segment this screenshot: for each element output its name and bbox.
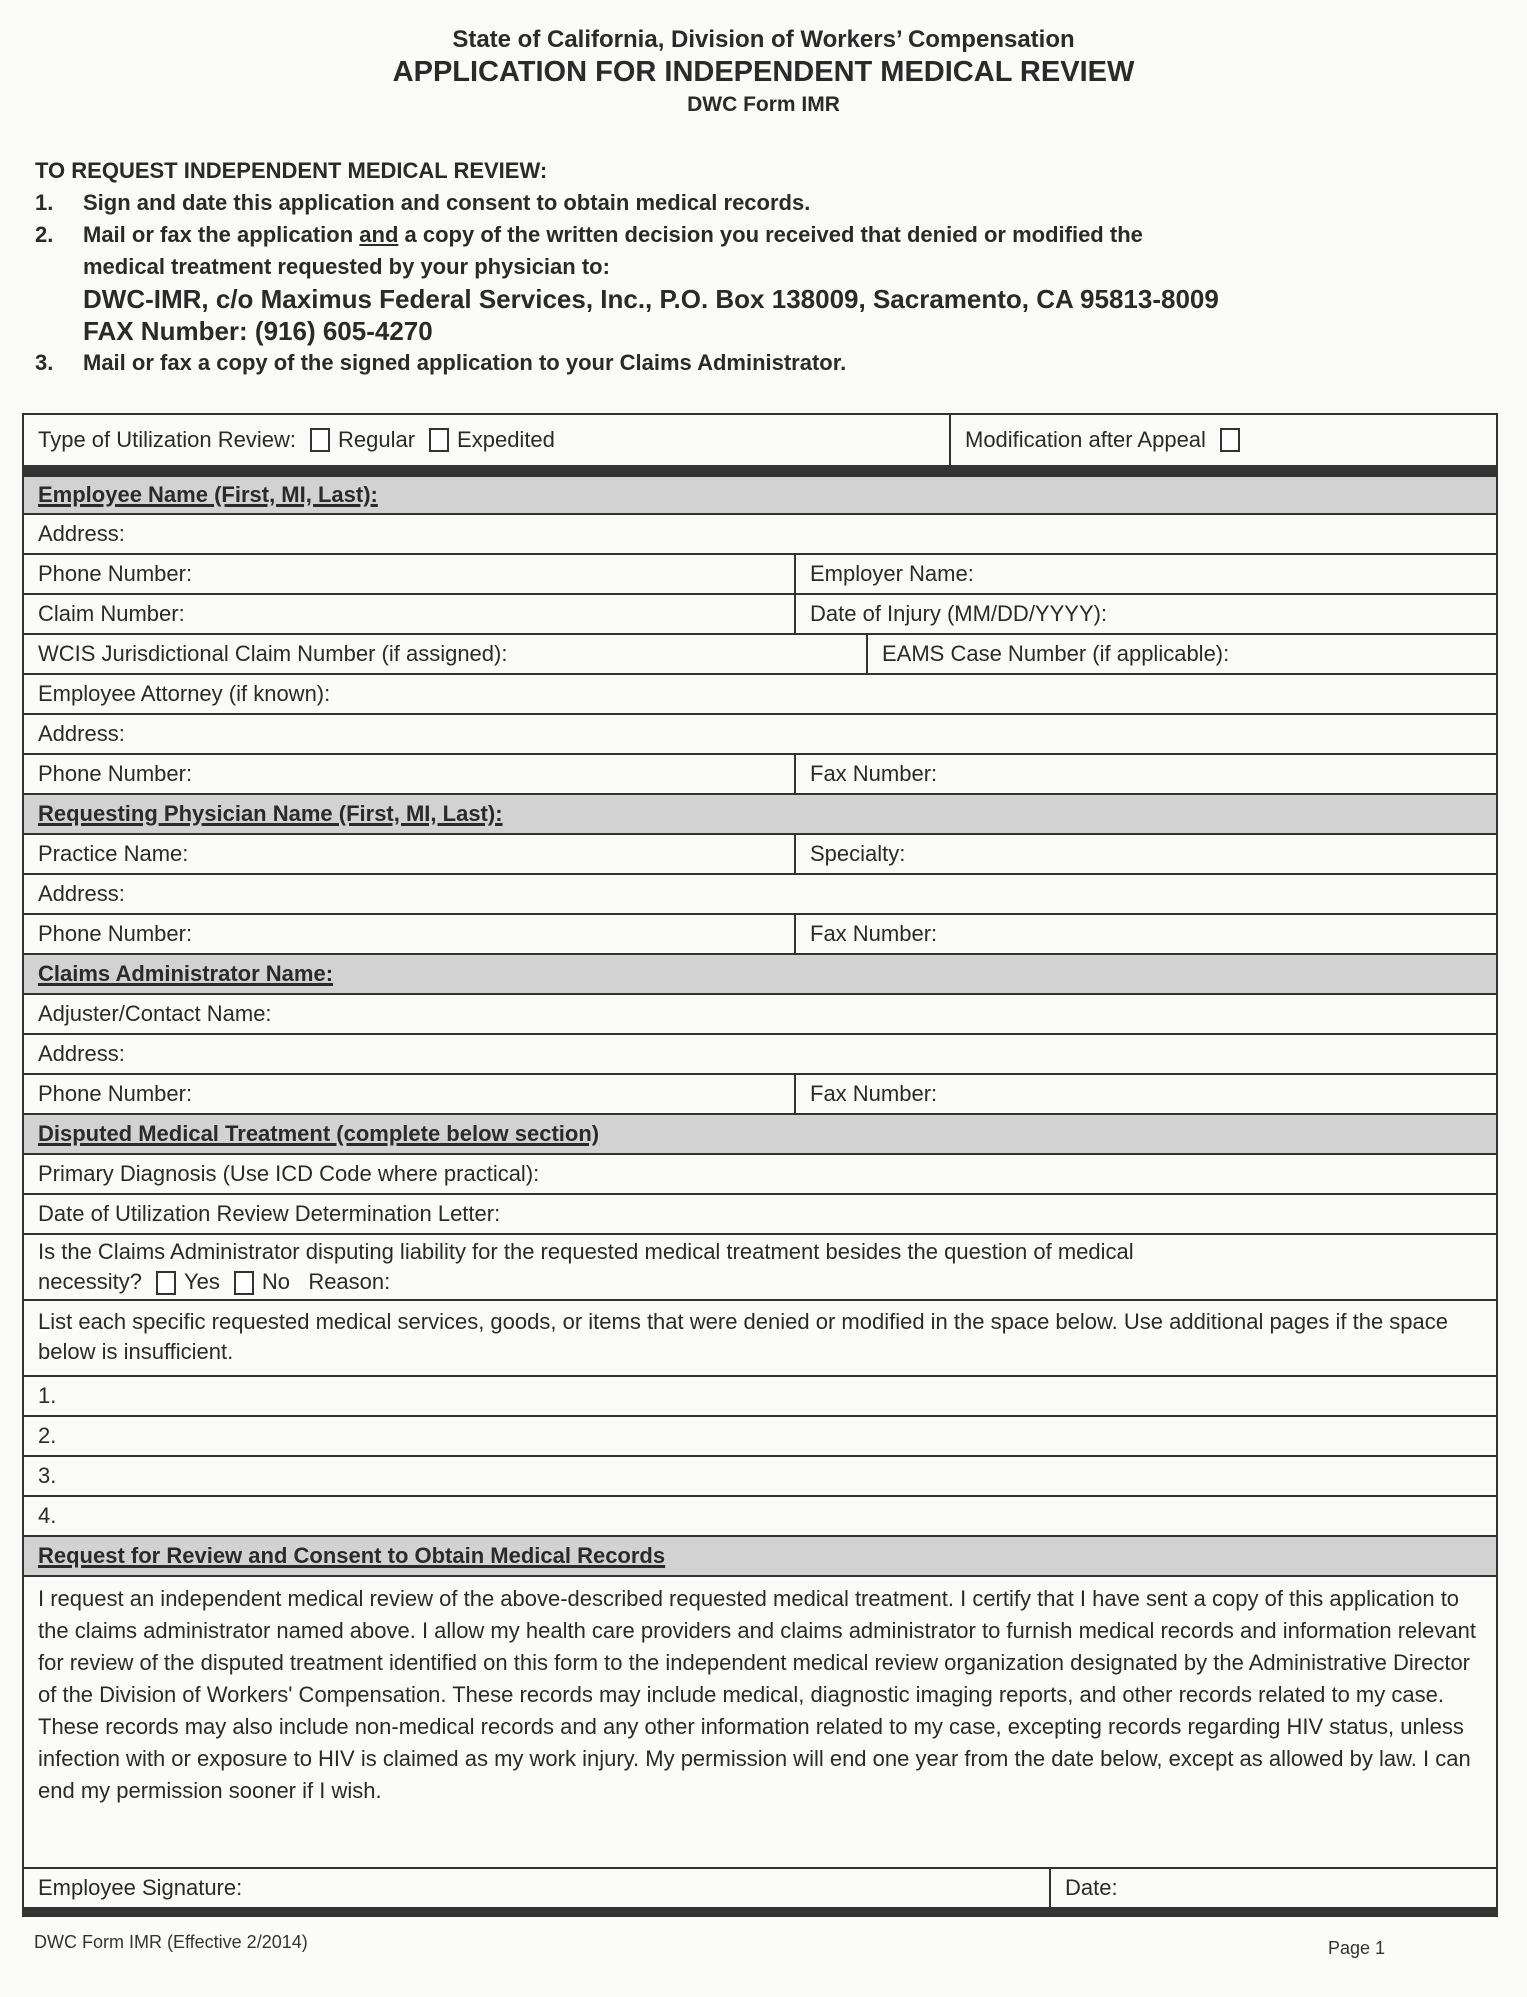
step-2: 2. Mail or fax the application and a copy of the written decision you received that denied or modified the [35,222,1143,247]
step-3: 3. Mail or fax a copy of the signed application to your Claims Administrator. [35,350,847,375]
page-number: Page 1 [1328,1938,1386,1958]
liability-no-checkbox[interactable] [234,1271,254,1295]
employer-name-field[interactable]: Employer Name: [794,555,1496,593]
attorney-phone-field[interactable]: Phone Number: [38,761,193,786]
signature-date-field[interactable]: Date: [1049,1869,1496,1907]
instructions-heading: TO REQUEST INDEPENDENT MEDICAL REVIEW: [35,158,548,183]
reason-field[interactable]: Reason: [308,1269,391,1294]
treatment-item-3[interactable]: 3. [38,1463,57,1488]
consent-section-heading: Request for Review and Consent to Obtain Medical Records [38,1543,666,1568]
treatment-item-4[interactable]: 4. [38,1503,57,1528]
claims-admin-fax-field[interactable]: Fax Number: [794,1075,1496,1113]
modification-checkbox[interactable] [1220,428,1240,452]
expedited-checkbox[interactable] [429,428,449,452]
diagnosis-field[interactable]: Primary Diagnosis (Use ICD Code where practical): [38,1161,540,1186]
list-instructions: List each specific requested medical services, goods, or items that were denied or modified in the space below. Use additional pages if the space below is insufficient. [38,1309,1449,1364]
employee-phone-field[interactable]: Phone Number: [38,561,193,586]
imr-form: Type of Utilization Review: Regular Expedited Modification after Appeal Employee Name (First, MI, Last): Address: Phone Number: Employer Name: Claim Number: Date of Injury (MM/DD/YYYY): WCIS Jurisdictional Claim Number (if assigned): EAMS Case Number (if applicable): Employee Attorney (if known): Address: Phone Number: Fax Number: Requesting Physician Name (First, MI, Last): Practice Name: Specialty: Address: Phone Number: Fax Number: Claims Administrator Name: Adjuster/Contact Name: Address: Phone Number: Fax Number: Disputed Medical Treatment (complete below section) Primary Diagnosis (Use ICD Code where practical): Date of Utilization Review Determination Letter: Is the Claims Administrator disputing liability for the requested medical treatment besides the question of medical necessity? Yes No Reason: List each specific requested medical services, goods, or items that were denied or modified in the space below. Use additional pages if the space below is insufficient. 1. 2. 3. 4. Request for Review and Consent to Obtain Medical Records I request an independent medical review of the above-described requested medical treatment. I certify that I have sent a copy of this application to the claims administrator named above. I allow my health care providers and claims administrator to furnish medical records and information relevant for review of the disputed treatment identified on this form to the independent medical review organization designated by the Administrative Director of the Division of Workers' Compensation. These records may include medical, diagnostic imaging reports, and other records related to my case. These records may also include non-medical records and any other information related to my case, excepting records regarding HIV status, unless infection with or exposure to HIV is claimed as my work injury. My permission will end one year from the date below, except as allowed by law. I can end my permission sooner if I wish. Employee Signature: Date: [22,413,1498,1917]
step-1: 1. Sign and date this application and consent to obtain medical records. [35,190,811,215]
form-name: DWC Form IMR [687,93,840,116]
mailing-address: DWC-IMR, c/o Maximus Federal Services, Inc., P.O. Box 138009, Sacramento, CA 95813-8009 [83,284,1219,314]
form-title: APPLICATION FOR INDEPENDENT MEDICAL REVIEW [392,56,1135,88]
claim-number-field[interactable]: Claim Number: [38,601,185,626]
agency-name: State of California, Division of Workers’ Compensation [452,26,1075,53]
attorney-address-field[interactable]: Address: [38,721,125,746]
physician-phone-field[interactable]: Phone Number: [38,921,193,946]
specialty-field[interactable]: Specialty: [794,835,1496,873]
regular-checkbox[interactable] [310,428,330,452]
physician-name-field[interactable]: Requesting Physician Name (First, MI, Last): [38,801,503,826]
wcis-number-field[interactable]: WCIS Jurisdictional Claim Number (if assigned): [38,641,508,666]
treatment-item-2[interactable]: 2. [38,1423,57,1448]
attorney-fax-field[interactable]: Fax Number: [794,755,1496,793]
treatment-item-1[interactable]: 1. [38,1383,57,1408]
claims-admin-address-field[interactable]: Address: [38,1041,125,1066]
employee-address-field[interactable]: Address: [38,521,125,546]
practice-name-field[interactable]: Practice Name: [38,841,189,866]
date-of-injury-field[interactable]: Date of Injury (MM/DD/YYYY): [794,595,1496,633]
claims-admin-phone-field[interactable]: Phone Number: [38,1081,193,1106]
attorney-field[interactable]: Employee Attorney (if known): [38,681,331,706]
employee-signature-field[interactable]: Employee Signature: [38,1875,243,1900]
eams-number-field[interactable]: EAMS Case Number (if applicable): [866,635,1496,673]
disputed-section-heading: Disputed Medical Treatment (complete below section) [38,1121,600,1146]
adjuster-field[interactable]: Adjuster/Contact Name: [38,1001,272,1026]
ur-date-field[interactable]: Date of Utilization Review Determination Letter: [38,1201,501,1226]
employee-name-field[interactable]: Employee Name (First, MI, Last): [38,482,378,507]
physician-address-field[interactable]: Address: [38,881,125,906]
fax-number: FAX Number: (916) 605-4270 [83,316,433,346]
form-version: DWC Form IMR (Effective 2/2014) [34,1932,308,1952]
consent-text: I request an independent medical review of the above-described requested medical treatment. I certify that I have sent a copy of this application to the claims administrator named above. I allow my health care providers and claims administrator to furnish medical records and information relevant for review of the disputed treatment identified on this form to the independent medical review organization designated by the Administrative Director of the Division of Workers' Compensation. These records may include medical, diagnostic imaging reports, and other records related to my case. These records may also include non-medical records and any other information related to my case, excepting records regarding HIV status, unless infection with or exposure to HIV is claimed as my work injury. My permission will end one year from the date below, except as allowed by law. I can end my permission sooner if I wish. [38,1586,1476,1803]
claims-admin-name-field[interactable]: Claims Administrator Name: [38,961,334,986]
instructions: TO REQUEST INDEPENDENT MEDICAL REVIEW: 1. Sign and date this application and consent to obtain medical records. 2. Mail or fax the application and a copy of the written decision you received that denied or modified the medical treatment requested by your physician to: DWC-IMR, c/o Maximus Federal Services, Inc., P.O. Box 138009, Sacramento, CA 95813-8009 FAX Number: (916) 605-4270 3. Mail or fax a copy of the signed application to your Claims Administrator. [35,155,1219,379]
physician-fax-field[interactable]: Fax Number: [794,915,1496,953]
liability-yes-checkbox[interactable] [156,1271,176,1295]
